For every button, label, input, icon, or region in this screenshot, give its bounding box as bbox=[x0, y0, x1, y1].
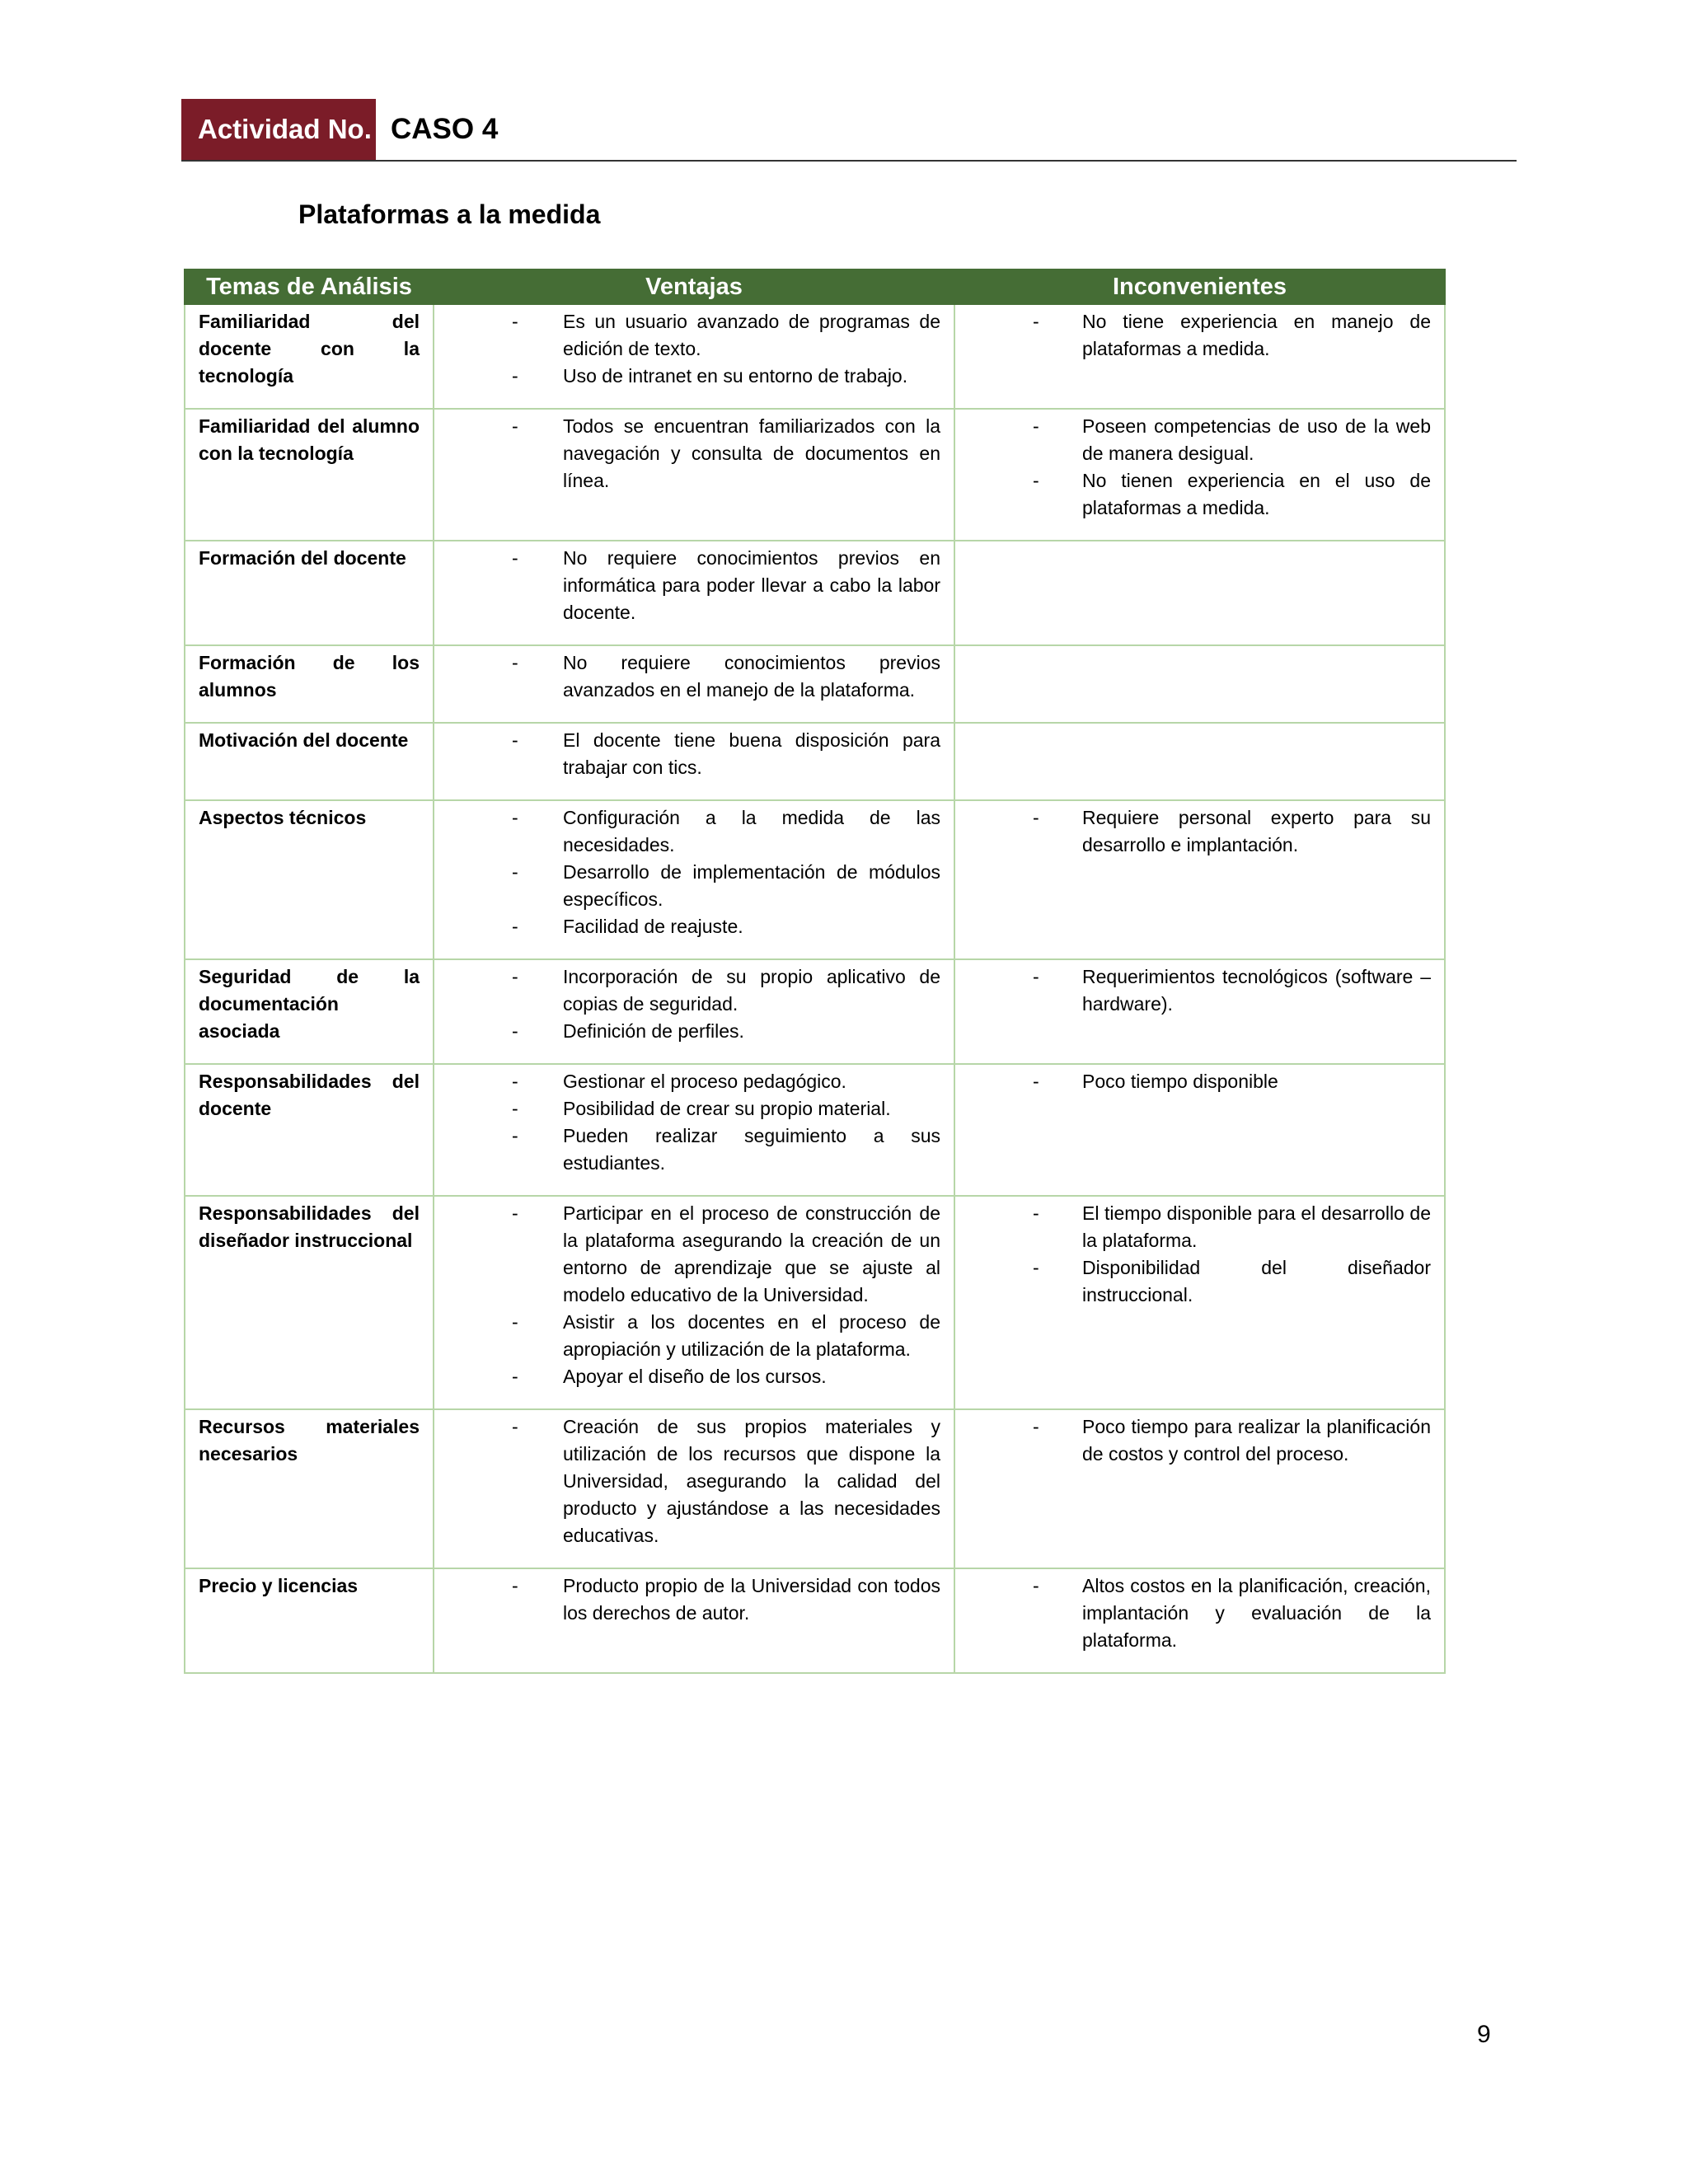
table-row bbox=[185, 959, 1445, 1064]
table-header-row bbox=[185, 269, 1445, 304]
dash-bullet-icon: - bbox=[512, 807, 518, 828]
disadvantages-cell bbox=[954, 645, 1445, 723]
advantages-list bbox=[448, 727, 940, 781]
dash-bullet-icon: - bbox=[1033, 311, 1039, 332]
advantages-cell bbox=[434, 1064, 954, 1196]
advantages-cell bbox=[434, 1568, 954, 1673]
dash-bullet-icon: - bbox=[512, 415, 518, 437]
list-item-text: Creación de sus propios materiales y utilización de los recursos que dispone la Universidad, asegurando la calidad del producto y ajustándose a las necesidades educativas. bbox=[563, 1416, 940, 1546]
activity-badge: Actividad No. 1 bbox=[181, 99, 376, 160]
list-item-text: Requerimientos tecnológicos (software – hardware). bbox=[1082, 966, 1431, 1015]
advantages-list bbox=[448, 1413, 940, 1549]
advantages-cell bbox=[434, 541, 954, 645]
disadvantages-list bbox=[968, 1572, 1431, 1654]
list-item-text: El tiempo disponible para el desarrollo de la plataforma. bbox=[1082, 1202, 1431, 1251]
dash-bullet-icon: - bbox=[1033, 966, 1039, 987]
dash-bullet-icon: - bbox=[1033, 1257, 1039, 1278]
dash-bullet-icon: - bbox=[512, 916, 518, 937]
list-item-text: Disponibilidad del diseñador instruccional. bbox=[1082, 1257, 1431, 1305]
disadvantages-list bbox=[968, 1413, 1431, 1468]
list-item-text: Requiere personal experto para su desarrollo e implantación. bbox=[1082, 807, 1431, 855]
list-item bbox=[448, 1122, 940, 1177]
disadvantages-list bbox=[968, 1200, 1431, 1309]
list-item bbox=[968, 804, 1431, 859]
list-item bbox=[448, 859, 940, 913]
list-item-text: Participar en el proceso de construcción de la plataforma asegurando la creación de un entorno de aprendizaje que se ajuste al modelo educativo de la Universidad. bbox=[563, 1202, 940, 1305]
advantages-cell bbox=[434, 1196, 954, 1409]
topic-cell: Aspectos técnicos bbox=[185, 800, 434, 959]
dash-bullet-icon: - bbox=[512, 729, 518, 751]
disadvantages-cell bbox=[954, 1196, 1445, 1409]
dash-bullet-icon: - bbox=[512, 861, 518, 883]
advantages-list bbox=[448, 1068, 940, 1177]
dash-bullet-icon: - bbox=[1033, 1575, 1039, 1596]
dash-bullet-icon: - bbox=[512, 1020, 518, 1042]
table-row bbox=[185, 541, 1445, 645]
disadvantages-list bbox=[968, 1068, 1431, 1095]
list-item-text: Apoyar el diseño de los cursos. bbox=[563, 1366, 827, 1387]
topic-cell: Seguridad de la documentación asociada bbox=[185, 959, 434, 1064]
list-item bbox=[448, 963, 940, 1018]
disadvantages-cell bbox=[954, 959, 1445, 1064]
list-item bbox=[448, 545, 940, 626]
dash-bullet-icon: - bbox=[1033, 1202, 1039, 1224]
list-item bbox=[448, 1363, 940, 1390]
list-item-text: No requiere conocimientos previos avanzados en el manejo de la plataforma. bbox=[563, 652, 940, 701]
list-item bbox=[968, 467, 1431, 522]
advantages-cell bbox=[434, 800, 954, 959]
list-item bbox=[448, 363, 940, 390]
list-item bbox=[968, 1413, 1431, 1468]
dash-bullet-icon: - bbox=[512, 365, 518, 387]
dash-bullet-icon: - bbox=[1033, 1416, 1039, 1437]
topic-cell: Familiaridad del alumno con la tecnología bbox=[185, 409, 434, 541]
list-item-text: Asistir a los docentes en el proceso de apropiación y utilización de la plataforma. bbox=[563, 1311, 940, 1360]
list-item-text: No tienen experiencia en el uso de plataformas a medida. bbox=[1082, 470, 1431, 518]
page-header bbox=[181, 99, 1517, 162]
advantages-cell bbox=[434, 645, 954, 723]
list-item bbox=[448, 1572, 940, 1627]
advantages-list bbox=[448, 1200, 940, 1390]
list-item bbox=[968, 1068, 1431, 1095]
advantages-cell bbox=[434, 304, 954, 409]
list-item-text: Es un usuario avanzado de programas de edición de texto. bbox=[563, 311, 940, 359]
advantages-list bbox=[448, 413, 940, 494]
list-item bbox=[968, 963, 1431, 1018]
list-item bbox=[968, 413, 1431, 467]
disadvantages-cell bbox=[954, 304, 1445, 409]
list-item bbox=[448, 1200, 940, 1309]
dash-bullet-icon: - bbox=[512, 1071, 518, 1092]
topic-cell: Motivación del docente bbox=[185, 723, 434, 800]
list-item-text: Producto propio de la Universidad con todos los derechos de autor. bbox=[563, 1575, 940, 1624]
disadvantages-cell bbox=[954, 723, 1445, 800]
disadvantages-list bbox=[968, 413, 1431, 522]
list-item bbox=[448, 413, 940, 494]
dash-bullet-icon: - bbox=[1033, 1071, 1039, 1092]
advantages-list bbox=[448, 963, 940, 1045]
advantages-list bbox=[448, 1572, 940, 1627]
list-item-text: Posibilidad de crear su propio material. bbox=[563, 1098, 891, 1119]
advantages-list bbox=[448, 545, 940, 626]
disadvantages-list bbox=[968, 804, 1431, 859]
section-subtitle: Plataformas a la medida bbox=[298, 199, 601, 229]
list-item bbox=[448, 1095, 940, 1122]
dash-bullet-icon: - bbox=[512, 1202, 518, 1224]
disadvantages-list bbox=[968, 963, 1431, 1018]
dash-bullet-icon: - bbox=[512, 1125, 518, 1146]
list-item bbox=[448, 1068, 940, 1095]
list-item-text: Facilidad de reajuste. bbox=[563, 916, 743, 937]
list-item-text: El docente tiene buena disposición para trabajar con tics. bbox=[563, 729, 940, 778]
column-header-topics: Temas de Análisis bbox=[185, 269, 434, 304]
list-item bbox=[448, 804, 940, 859]
list-item-text: Poseen competencias de uso de la web de manera desigual. bbox=[1082, 415, 1431, 464]
list-item bbox=[448, 649, 940, 704]
list-item bbox=[448, 727, 940, 781]
list-item bbox=[448, 1018, 940, 1045]
list-item bbox=[968, 308, 1431, 363]
topic-cell: Precio y licencias bbox=[185, 1568, 434, 1673]
table-row bbox=[185, 1409, 1445, 1568]
page-number: 9 bbox=[1477, 2021, 1491, 2048]
advantages-list bbox=[448, 804, 940, 940]
list-item-text: Desarrollo de implementación de módulos específicos. bbox=[563, 861, 940, 910]
list-item-text: No tiene experiencia en manejo de plataformas a medida. bbox=[1082, 311, 1431, 359]
list-item bbox=[448, 1309, 940, 1363]
list-item-text: Gestionar el proceso pedagógico. bbox=[563, 1071, 846, 1092]
list-item-text: Poco tiempo para realizar la planificación de costos y control del proceso. bbox=[1082, 1416, 1431, 1465]
list-item bbox=[448, 913, 940, 940]
table-row bbox=[185, 1196, 1445, 1409]
dash-bullet-icon: - bbox=[512, 652, 518, 673]
list-item-text: Todos se encuentran familiarizados con la navegación y consulta de documentos en línea. bbox=[563, 415, 940, 491]
disadvantages-list bbox=[968, 308, 1431, 363]
dash-bullet-icon: - bbox=[512, 1098, 518, 1119]
table-row bbox=[185, 409, 1445, 541]
disadvantages-cell bbox=[954, 800, 1445, 959]
table-row bbox=[185, 304, 1445, 409]
table-row bbox=[185, 1064, 1445, 1196]
dash-bullet-icon: - bbox=[512, 311, 518, 332]
list-item-text: Pueden realizar seguimiento a sus estudiantes. bbox=[563, 1125, 940, 1174]
dash-bullet-icon: - bbox=[512, 1366, 518, 1387]
disadvantages-cell bbox=[954, 541, 1445, 645]
list-item bbox=[448, 308, 940, 363]
dash-bullet-icon: - bbox=[512, 1311, 518, 1333]
topic-cell: Responsabilidades del docente bbox=[185, 1064, 434, 1196]
disadvantages-cell bbox=[954, 1064, 1445, 1196]
list-item-text: Definición de perfiles. bbox=[563, 1020, 744, 1042]
dash-bullet-icon: - bbox=[1033, 415, 1039, 437]
column-header-advantages: Ventajas bbox=[434, 269, 954, 304]
advantages-cell bbox=[434, 959, 954, 1064]
table-row bbox=[185, 645, 1445, 723]
dash-bullet-icon: - bbox=[1033, 807, 1039, 828]
column-header-disadvantages: Inconvenientes bbox=[954, 269, 1445, 304]
topic-cell: Responsabilidades del diseñador instruccional bbox=[185, 1196, 434, 1409]
list-item-text: Altos costos en la planificación, creación, implantación y evaluación de la plataforma. bbox=[1082, 1575, 1431, 1651]
dash-bullet-icon: - bbox=[512, 966, 518, 987]
topic-cell: Familiaridad del docente con la tecnología bbox=[185, 304, 434, 409]
disadvantages-cell bbox=[954, 1409, 1445, 1568]
list-item-text: Incorporación de su propio aplicativo de copias de seguridad. bbox=[563, 966, 940, 1015]
list-item-text: Configuración a la medida de las necesidades. bbox=[563, 807, 940, 855]
list-item bbox=[968, 1200, 1431, 1254]
table-body bbox=[185, 304, 1445, 1673]
topic-cell: Formación del docente bbox=[185, 541, 434, 645]
analysis-table bbox=[184, 269, 1446, 1674]
dash-bullet-icon: - bbox=[512, 1575, 518, 1596]
list-item-text: No requiere conocimientos previos en informática para poder llevar a cabo la labor docente. bbox=[563, 547, 940, 623]
table-row bbox=[185, 723, 1445, 800]
list-item bbox=[968, 1254, 1431, 1309]
advantages-cell bbox=[434, 1409, 954, 1568]
disadvantages-cell bbox=[954, 1568, 1445, 1673]
case-title: CASO 4 bbox=[391, 113, 499, 145]
list-item-text: Poco tiempo disponible bbox=[1082, 1071, 1278, 1092]
topic-cell: Formación de los alumnos bbox=[185, 645, 434, 723]
table-row bbox=[185, 800, 1445, 959]
topic-cell: Recursos materiales necesarios bbox=[185, 1409, 434, 1568]
advantages-list bbox=[448, 308, 940, 390]
dash-bullet-icon: - bbox=[512, 547, 518, 569]
advantages-cell bbox=[434, 723, 954, 800]
list-item bbox=[968, 1572, 1431, 1654]
disadvantages-cell bbox=[954, 409, 1445, 541]
dash-bullet-icon: - bbox=[1033, 470, 1039, 491]
list-item bbox=[448, 1413, 940, 1549]
list-item-text: Uso de intranet en su entorno de trabajo. bbox=[563, 365, 908, 387]
dash-bullet-icon: - bbox=[512, 1416, 518, 1437]
table-row bbox=[185, 1568, 1445, 1673]
advantages-list bbox=[448, 649, 940, 704]
advantages-cell bbox=[434, 409, 954, 541]
